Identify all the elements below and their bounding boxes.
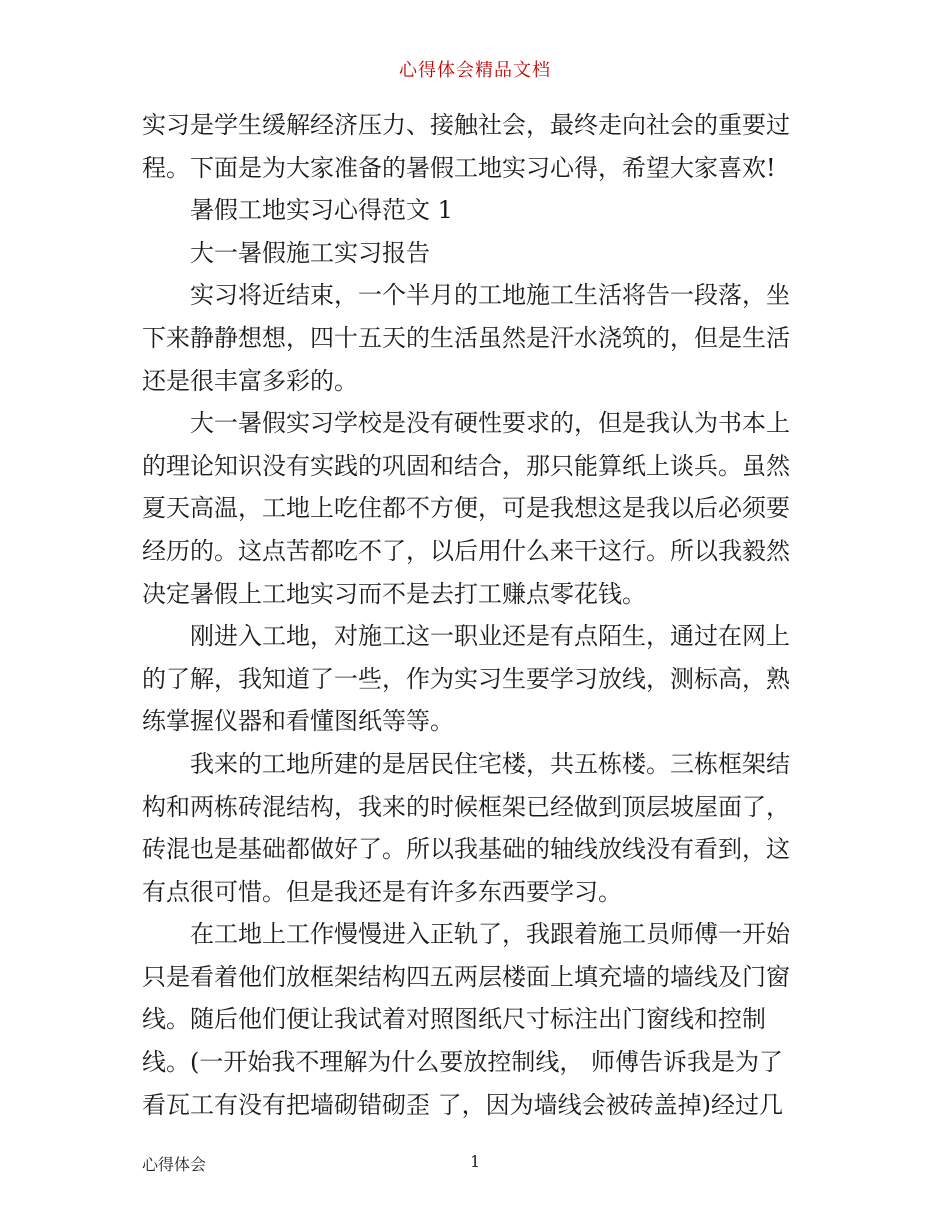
text-line: 的了解，我知道了一些，作为实习生要学习放线，测标高，熟 — [142, 664, 790, 693]
text-line: 线。随后他们便让我试着对照图纸尺寸标注出门窗线和控制 — [142, 1005, 766, 1034]
text-line: 在工地上工作慢慢进入正轨了，我跟着施工员师傅一开始 — [190, 920, 790, 949]
text-line: 实习将近结束，一个半月的工地施工生活将告一段落，坐 — [190, 281, 790, 310]
text-line: 实习是学生缓解经济压力、接触社会，最终走向社会的重要过 — [142, 111, 790, 139]
text-line: 决定暑假上工地实习而不是去打工赚点零花钱。 — [142, 579, 646, 608]
text-line: 练掌握仪器和看懂图纸等等。 — [142, 707, 454, 736]
text-line: 的理论知识没有实践的巩固和结合，那只能算纸上谈兵。虽然 — [142, 451, 790, 480]
text-line: 看瓦工有没有把墙砌错砌歪 了，因为墙线会被砖盖掉)经过几 — [142, 1090, 783, 1119]
text-line: 程。下面是为大家准备的暑假工地实习心得，希望大家喜欢! — [142, 153, 776, 182]
text-line: 夏天高温，工地上吃住都不方便，可是我想这是我以后必须要 — [142, 494, 790, 523]
text-line: 只是看着他们放框架结构四五两层楼面上填充墙的墙线及门窗 — [142, 962, 790, 991]
text-line: 大一暑假施工实习报告 — [190, 238, 430, 267]
page-header-title: 心得体会精品文档 — [399, 60, 551, 81]
page-number: 1 — [470, 1152, 481, 1171]
footer-label: 心得体会 — [142, 1155, 207, 1174]
text-line: 砖混也是基础都做好了。所以我基础的轴线放线没有看到，这 — [142, 835, 790, 864]
text-line: 线。(一开始我不理解为什么要放控制线， 师傅告诉我是为了 — [142, 1048, 783, 1077]
text-line: 构和两栋砖混结构，我来的时候框架已经做到顶层坡屋面了， — [142, 792, 790, 821]
text-line: 还是很丰富多彩的。 — [142, 366, 358, 395]
text-line: 有点很可惜。但是我还是有许多东西要学习。 — [142, 877, 622, 906]
text-line: 经历的。这点苦都吃不了，以后用什么来干这行。所以我毅然 — [142, 536, 790, 565]
text-line: 我来的工地所建的是居民住宅楼，共五栋楼。三栋框架结 — [190, 749, 790, 778]
text-line: 大一暑假实习学校是没有硬性要求的，但是我认为书本上 — [190, 409, 790, 438]
text-line: 刚进入工地，对施工这一职业还是有点陌生，通过在网上 — [190, 622, 790, 651]
text-line: 暑假工地实习心得范文 1 — [190, 196, 453, 225]
text-line: 下来静静想想，四十五天的生活虽然是汗水浇筑的，但是生活 — [142, 323, 790, 352]
document-body — [142, 104, 812, 1126]
